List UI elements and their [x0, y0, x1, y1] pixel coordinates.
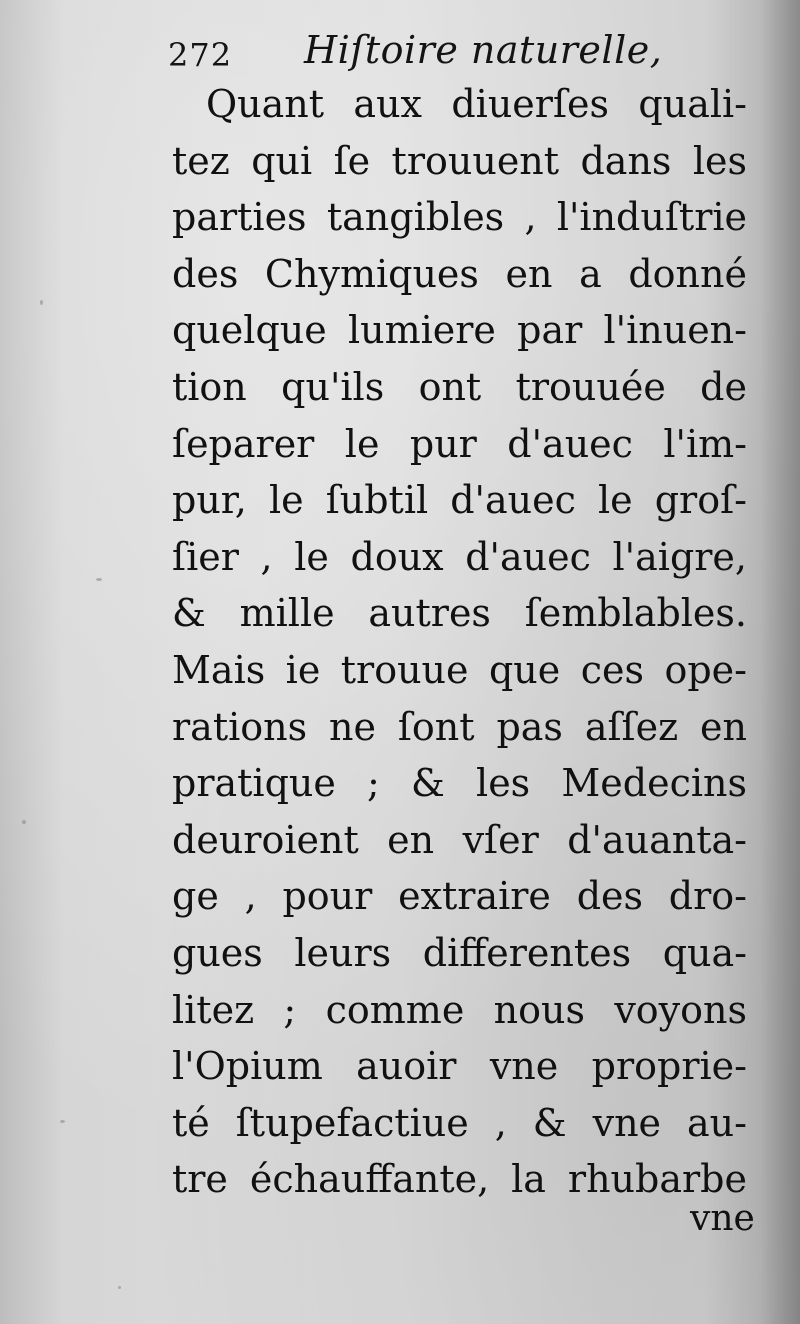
text-line: tre échauffante, la rhubarbe [172, 1157, 747, 1202]
page-number: 272 [168, 36, 233, 74]
text-line: deuroient en vſer d'auanta- [172, 817, 747, 862]
paper-speck [96, 578, 102, 581]
text-line: pratique ; & les Medecins [172, 761, 747, 806]
text-line: quelque lumiere par l'inuen- [172, 308, 747, 353]
text-line: ge , pour extraire des dro- [172, 874, 747, 919]
text-line: tion qu'ils ont trouuée de [172, 364, 747, 409]
paper-speck [60, 1120, 65, 1123]
text-line: ſier , le doux d'auec l'aigre, [172, 534, 747, 579]
text-line: té ſtupefactiue , & vne au- [172, 1100, 747, 1145]
text-line: litez ; comme nous voyons [172, 987, 747, 1032]
text-line: & mille autres ſemblables. [172, 591, 747, 636]
running-title: Hiſtoire naturelle, [304, 28, 663, 72]
text-line: Quant aux diuerſes quali- [206, 82, 747, 126]
text-line: rations ne ſont pas aſſez en [172, 704, 747, 749]
paper-speck [40, 300, 43, 305]
text-line: ſeparer le pur d'auec l'im- [172, 421, 747, 466]
paper-speck [22, 820, 26, 824]
page-edge-shadow [760, 0, 800, 1324]
text-line: Mais ie trouue que ces ope- [172, 647, 747, 692]
text-line: parties tangibles , l'induſtrie [172, 195, 747, 240]
text-line: l'Opium auoir vne proprie- [172, 1044, 747, 1089]
page-header [168, 22, 768, 82]
body-text [172, 76, 747, 1208]
catchword: vne [690, 1198, 755, 1239]
text-line: tez qui ſe trouuent dans les [172, 138, 747, 183]
text-line: des Chymiques en a donné [172, 251, 747, 296]
paper-speck [118, 1286, 121, 1289]
text-line: pur, le ſubtil d'auec le groſ- [172, 478, 747, 523]
text-line: gues leurs differentes qua- [172, 930, 747, 975]
